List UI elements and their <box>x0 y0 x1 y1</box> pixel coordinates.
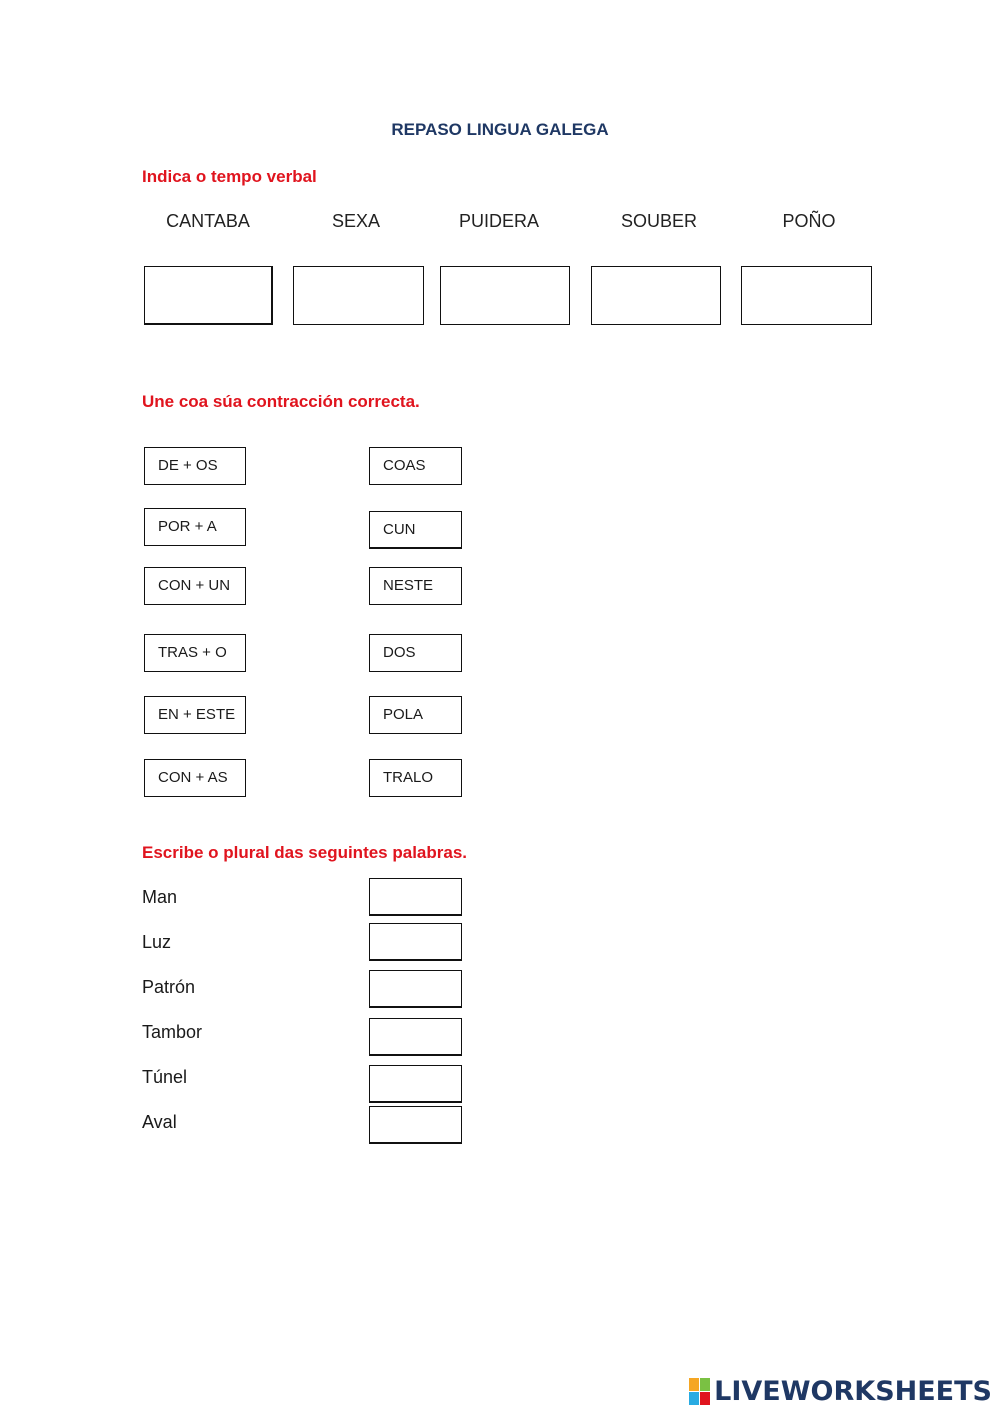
contraction-left-item[interactable]: POR + A <box>144 508 246 546</box>
page-title: REPASO LINGUA GALEGA <box>391 120 609 139</box>
plural-word: Túnel <box>142 1067 188 1087</box>
section-heading-verb-tense: Indica o tempo verbal <box>142 167 317 186</box>
verb-tense-answer-box[interactable] <box>144 266 273 325</box>
verb-label: CANTABA <box>166 211 250 231</box>
plural-answer-input[interactable] <box>369 1106 462 1144</box>
plural-word: Tambor <box>142 1022 203 1042</box>
plural-word: Luz <box>142 932 172 952</box>
brand-name: LIVEWORKSHEETS <box>714 1376 992 1407</box>
verb-tense-answer-box[interactable] <box>741 266 872 325</box>
contraction-left-item[interactable]: DE + OS <box>144 447 246 485</box>
plural-word: Man <box>142 887 178 907</box>
verb-label: SOUBER <box>620 211 698 231</box>
contraction-left-item[interactable]: TRAS + O <box>144 634 246 672</box>
plural-word: Patrón <box>142 977 196 997</box>
contraction-right-item[interactable]: COAS <box>369 447 462 485</box>
section-heading-plurals: Escribe o plural das seguintes palabras. <box>142 843 468 862</box>
verb-label: PUIDERA <box>458 211 539 231</box>
verb-tense-answer-box[interactable] <box>591 266 721 325</box>
contraction-right-item[interactable]: NESTE <box>369 567 462 605</box>
verb-tense-answer-box[interactable] <box>293 266 424 325</box>
plural-answer-input[interactable] <box>369 878 462 916</box>
plural-word: Aval <box>142 1112 177 1132</box>
contraction-right-item[interactable]: CUN <box>369 511 462 549</box>
contraction-right-item[interactable]: TRALO <box>369 759 462 797</box>
plural-answer-input[interactable] <box>369 970 462 1008</box>
liveworksheets-icon <box>689 1378 711 1406</box>
verb-label: SEXA <box>331 211 381 231</box>
contraction-left-item[interactable]: CON + AS <box>144 759 246 797</box>
liveworksheets-logo <box>689 1376 992 1407</box>
plural-answer-input[interactable] <box>369 1018 462 1056</box>
plural-answer-input[interactable] <box>369 923 462 961</box>
contraction-left-item[interactable]: EN + ESTE <box>144 696 246 734</box>
section-heading-contractions: Une coa súa contracción correcta. <box>142 392 420 411</box>
verb-label: POÑO <box>782 211 836 231</box>
contraction-right-item[interactable]: POLA <box>369 696 462 734</box>
contraction-left-item[interactable]: CON + UN <box>144 567 246 605</box>
verb-tense-answer-box[interactable] <box>440 266 570 325</box>
contraction-right-item[interactable]: DOS <box>369 634 462 672</box>
plural-answer-input[interactable] <box>369 1065 462 1103</box>
